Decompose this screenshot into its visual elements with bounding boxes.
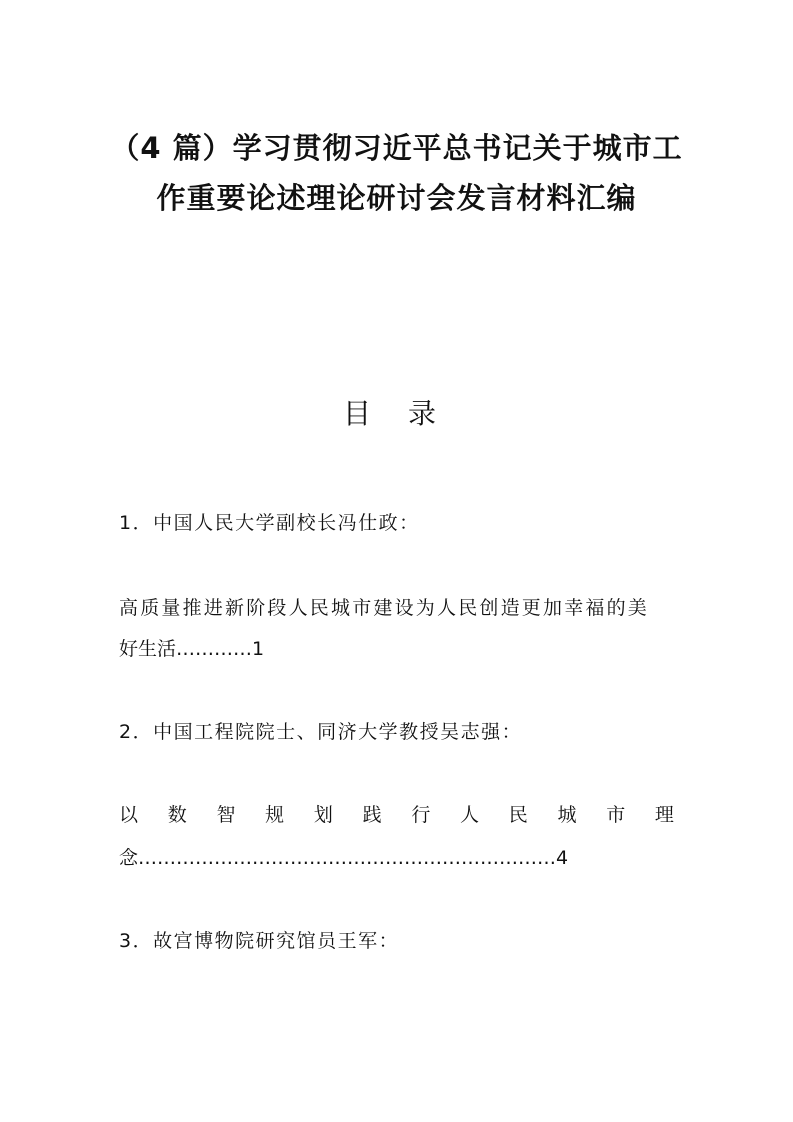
toc-item-2-char: 民 xyxy=(508,804,528,826)
toc-item-1-title-line-1: 高质量推进新阶段人民城市建设为人民创造更加幸福的美 xyxy=(119,597,650,619)
toc-item-2-title-line-2: 念…………………………………………………………4 xyxy=(119,847,569,869)
toc-item-2-char: 数 xyxy=(167,804,187,826)
toc-item-3-author: 3．故宫博物院研究馆员王军： xyxy=(119,930,400,952)
toc-item-2-char: 智 xyxy=(216,804,236,826)
toc-item-2-char: 以 xyxy=(119,804,139,826)
toc-item-2-title-line-1 xyxy=(119,800,674,827)
toc-item-2-char: 理 xyxy=(654,804,674,826)
toc-item-2-author: 2．中国工程院院士、同济大学教授吴志强： xyxy=(119,721,523,743)
toc-item-2-char: 城 xyxy=(557,804,577,826)
toc-item-2-char: 规 xyxy=(265,804,285,826)
document-title-line-1: （4 篇）学习贯彻习近平总书记关于城市工 xyxy=(110,131,683,165)
document-title-line-2: 作重要论述理论研讨会发言材料汇编 xyxy=(156,181,637,215)
toc-heading: 目 录 xyxy=(343,397,450,430)
toc-item-2-char: 划 xyxy=(313,804,333,826)
toc-item-1-author: 1．中国人民大学副校长冯仕政： xyxy=(119,512,420,534)
toc-item-2-char: 市 xyxy=(606,804,626,826)
toc-item-2-char: 行 xyxy=(411,804,431,826)
toc-item-2-char: 人 xyxy=(460,804,480,826)
toc-item-1-title-line-2: 好生活…………1 xyxy=(119,638,265,660)
toc-item-2-char: 践 xyxy=(362,804,382,826)
